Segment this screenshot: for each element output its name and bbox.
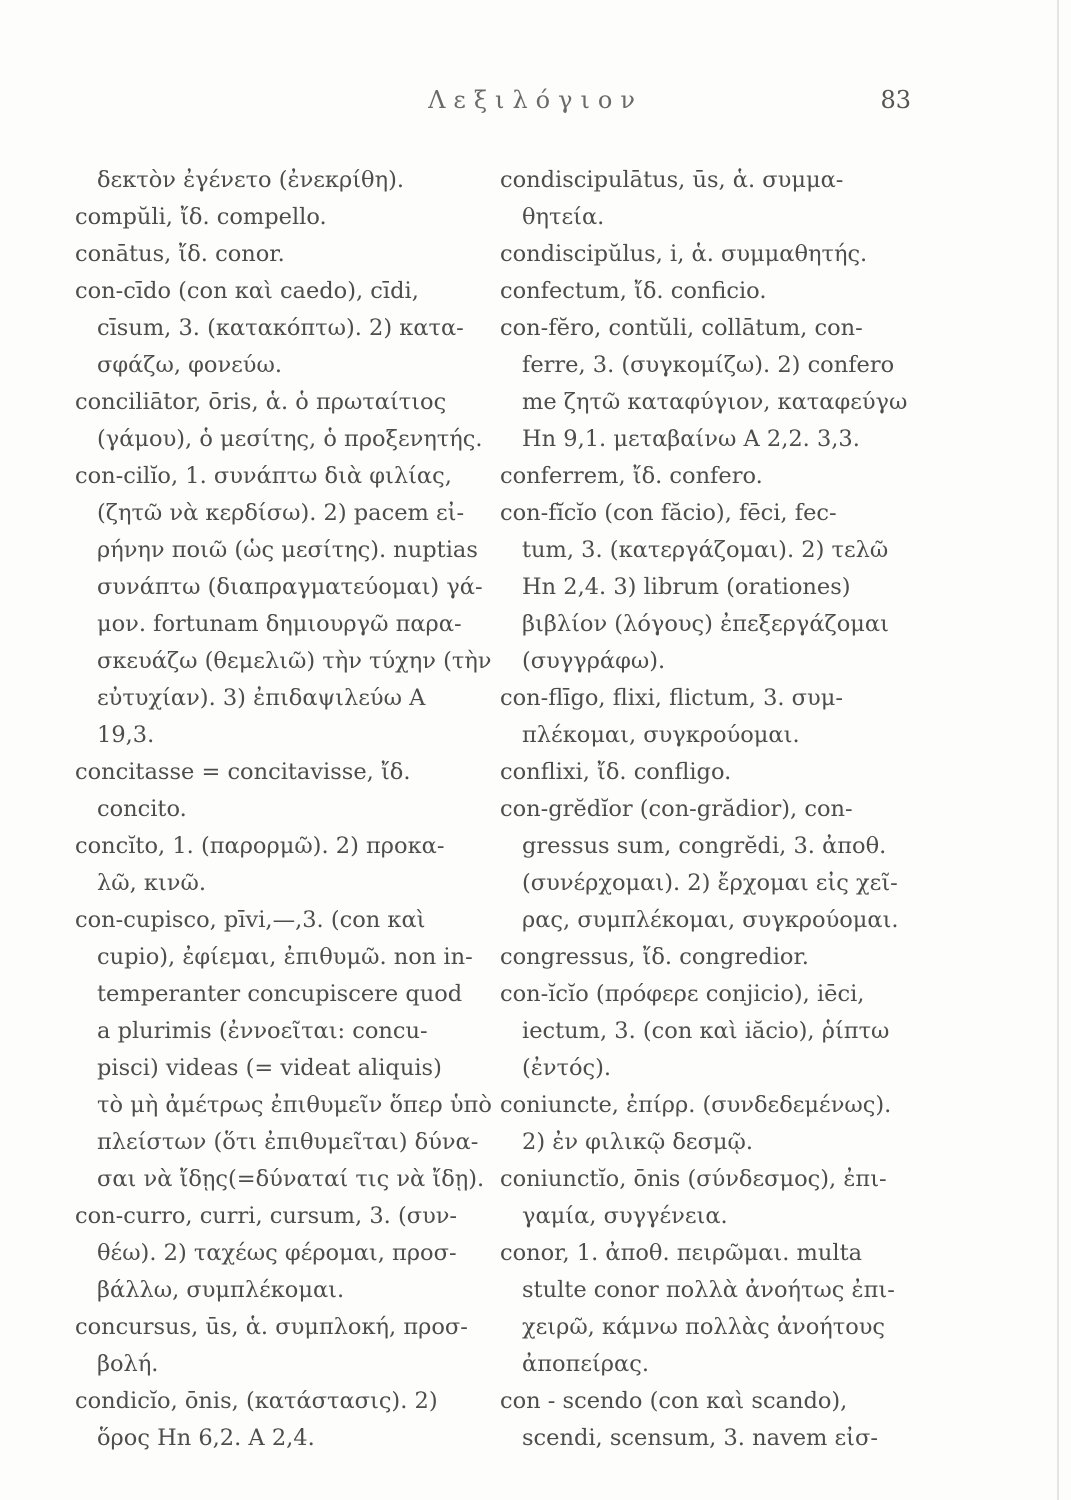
text-line: πλέκομαι, συγκρούομαι. <box>522 722 800 748</box>
text-line: scendi, scensum, 3. navem εἰσ- <box>522 1425 878 1451</box>
text-line: compŭli, ἴδ. compello. <box>75 204 327 230</box>
text-line: con-fĕro, contŭli, collātum, con- <box>500 315 863 341</box>
text-line: con-grĕdĭor (con-grădior), con- <box>500 796 853 822</box>
text-line: 19,3. <box>97 722 155 748</box>
text-line: con-curro, curri, cursum, 3. (συν- <box>75 1203 458 1229</box>
text-line: coniunctĭo, ōnis (σύνδεσμος), ἐπι- <box>500 1166 887 1192</box>
text-line: con-cīdo (con καὶ caedo), cīdi, <box>75 278 419 304</box>
text-line: συνάπτω (διαπραγματεύομαι) γά- <box>97 574 483 600</box>
text-line: (συγγράφω). <box>522 648 666 674</box>
text-line: θητεία. <box>522 204 605 230</box>
text-line: μον. fortunam δημιουργῶ παρα- <box>97 611 462 637</box>
text-line: con - scendo (con καὶ scando), <box>500 1388 848 1414</box>
text-line: cīsum, 3. (κατακόπτω). 2) κατα- <box>97 315 464 341</box>
text-line: ἀποπείρας. <box>522 1351 649 1377</box>
text-line: δεκτὸν ἐγένετο (ἐνεκρίθη). <box>97 167 405 193</box>
text-line: gressus sum, congrĕdi, 3. ἀποθ. <box>522 833 887 859</box>
text-line: temperanter concupiscere quod <box>97 981 463 1007</box>
text-line: βιβλίον (λόγους) ἐπεξεργάζομαι <box>522 611 889 637</box>
text-line: Hn 9,1. μεταβαίνω Α 2,2. 3,3. <box>522 426 860 452</box>
text-line: σφάζω, φονεύω. <box>97 352 282 378</box>
text-line: concĭto, 1. (παρορμῶ). 2) προκα- <box>75 833 445 859</box>
text-line: βολή. <box>97 1351 159 1377</box>
page-edge-shadow <box>1057 0 1059 1500</box>
text-line: congressus, ἴδ. congredior. <box>500 944 809 970</box>
text-line: conātus, ἴδ. conor. <box>75 241 285 267</box>
text-line: coniuncte, ἐπίρρ. (συνδεδεμένως). <box>500 1092 892 1118</box>
text-line: (γάμου), ὁ μεσίτης, ὁ προξενητής. <box>97 426 483 452</box>
text-line: χειρῶ, κάμνω πολλὰς ἀνοήτους <box>522 1314 886 1340</box>
text-line: me ζητῶ καταφύγιον, καταφεύγω <box>522 389 908 415</box>
text-line: εὐτυχίαν). 3) ἐπιδαψιλεύω Α <box>97 685 426 711</box>
text-line: con-cupisco, pīvi,—,3. (con καὶ <box>75 907 426 933</box>
text-line: (συνέρχομαι). 2) ἔρχομαι εἰς χεῖ- <box>522 870 898 896</box>
text-line: conflixi, ἴδ. confligo. <box>500 759 732 785</box>
text-line: θέω). 2) ταχέως φέρομαι, προσ- <box>97 1240 457 1266</box>
text-line: stulte conor πολλὰ ἀνοήτως ἐπι- <box>522 1277 895 1303</box>
text-line: condiscipŭlus, i, ἁ. συμμαθητής. <box>500 241 868 267</box>
text-line: (ἐντός). <box>522 1055 612 1081</box>
text-line: γαμία, συγγένεια. <box>522 1203 728 1229</box>
text-line: conciliātor, ōris, ἁ. ὁ πρωταίτιος <box>75 389 447 415</box>
running-title: Λεξιλόγιον <box>428 86 643 114</box>
text-line: σαι νὰ ἴδῃς(=δύναταί τις νὰ ἴδῃ). <box>97 1166 485 1192</box>
text-line: 2) ἐν φιλικῷ δεσμῷ. <box>522 1129 754 1155</box>
text-line: concito. <box>97 796 187 822</box>
text-line: con-fĭcĭo (con făcio), fēci, fec- <box>500 500 837 526</box>
text-line: condicĭo, ōnis, (κατάστασις). 2) <box>75 1388 438 1414</box>
left-column <box>75 162 495 1457</box>
text-line: ρας, συμπλέκομαι, συγκρούομαι. <box>522 907 899 933</box>
text-line: τὸ μὴ ἀμέτρως ἐπιθυμεῖν ὅπερ ὑπὸ <box>97 1092 492 1118</box>
text-line: confectum, ἴδ. conficio. <box>500 278 767 304</box>
text-line: condiscipulātus, ūs, ἁ. συμμα- <box>500 167 844 193</box>
text-line: πλείστων (ὅτι ἐπιθυμεῖται) δύνα- <box>97 1129 479 1155</box>
text-line: con-cilĭo, 1. συνάπτω διὰ φιλίας, <box>75 463 452 489</box>
text-line: conferrem, ἴδ. confero. <box>500 463 763 489</box>
text-line: Hn 2,4. 3) librum (orationes) <box>522 574 851 600</box>
text-line: cupio), ἐφίεμαι, ἐπιθυμῶ. non in- <box>97 944 473 970</box>
text-line: pisci) videas (= videat aliquis) <box>97 1055 442 1081</box>
text-line: βάλλω, συμπλέκομαι. <box>97 1277 345 1303</box>
text-line: con-flīgo, flixi, flictum, 3. συμ- <box>500 685 843 711</box>
text-line: (ζητῶ νὰ κερδίσω). 2) pacem εἰ- <box>97 500 465 526</box>
text-line: ρήνην ποιῶ (ὡς μεσίτης). nuptias <box>97 537 478 563</box>
text-line: a plurimis (ἐννοεῖται: concu- <box>97 1018 428 1044</box>
text-line: ferre, 3. (συγκομίζω). 2) confero <box>522 352 895 378</box>
text-line: concitasse = concitavisse, ἴδ. <box>75 759 411 785</box>
text-line: ὅρος Hn 6,2. Α 2,4. <box>97 1425 315 1451</box>
right-column <box>500 162 930 1457</box>
text-line: conor, 1. ἀποθ. πειρῶμαι. multa <box>500 1240 863 1266</box>
text-line: iectum, 3. (con καὶ iăcio), ῥίπτω <box>522 1018 890 1044</box>
text-line: σκευάζω (θεμελιῶ) τὴν τύχην (τὴν <box>97 648 492 674</box>
text-line: tum, 3. (κατεργάζομαι). 2) τελῶ <box>522 537 889 563</box>
text-line: λῶ, κινῶ. <box>97 870 206 896</box>
text-line: concursus, ūs, ἁ. συμπλοκή, προσ- <box>75 1314 468 1340</box>
text-line: con-ĭcĭo (πρόφερε conjicio), iēci, <box>500 981 865 1007</box>
page-number: 83 <box>880 86 911 114</box>
